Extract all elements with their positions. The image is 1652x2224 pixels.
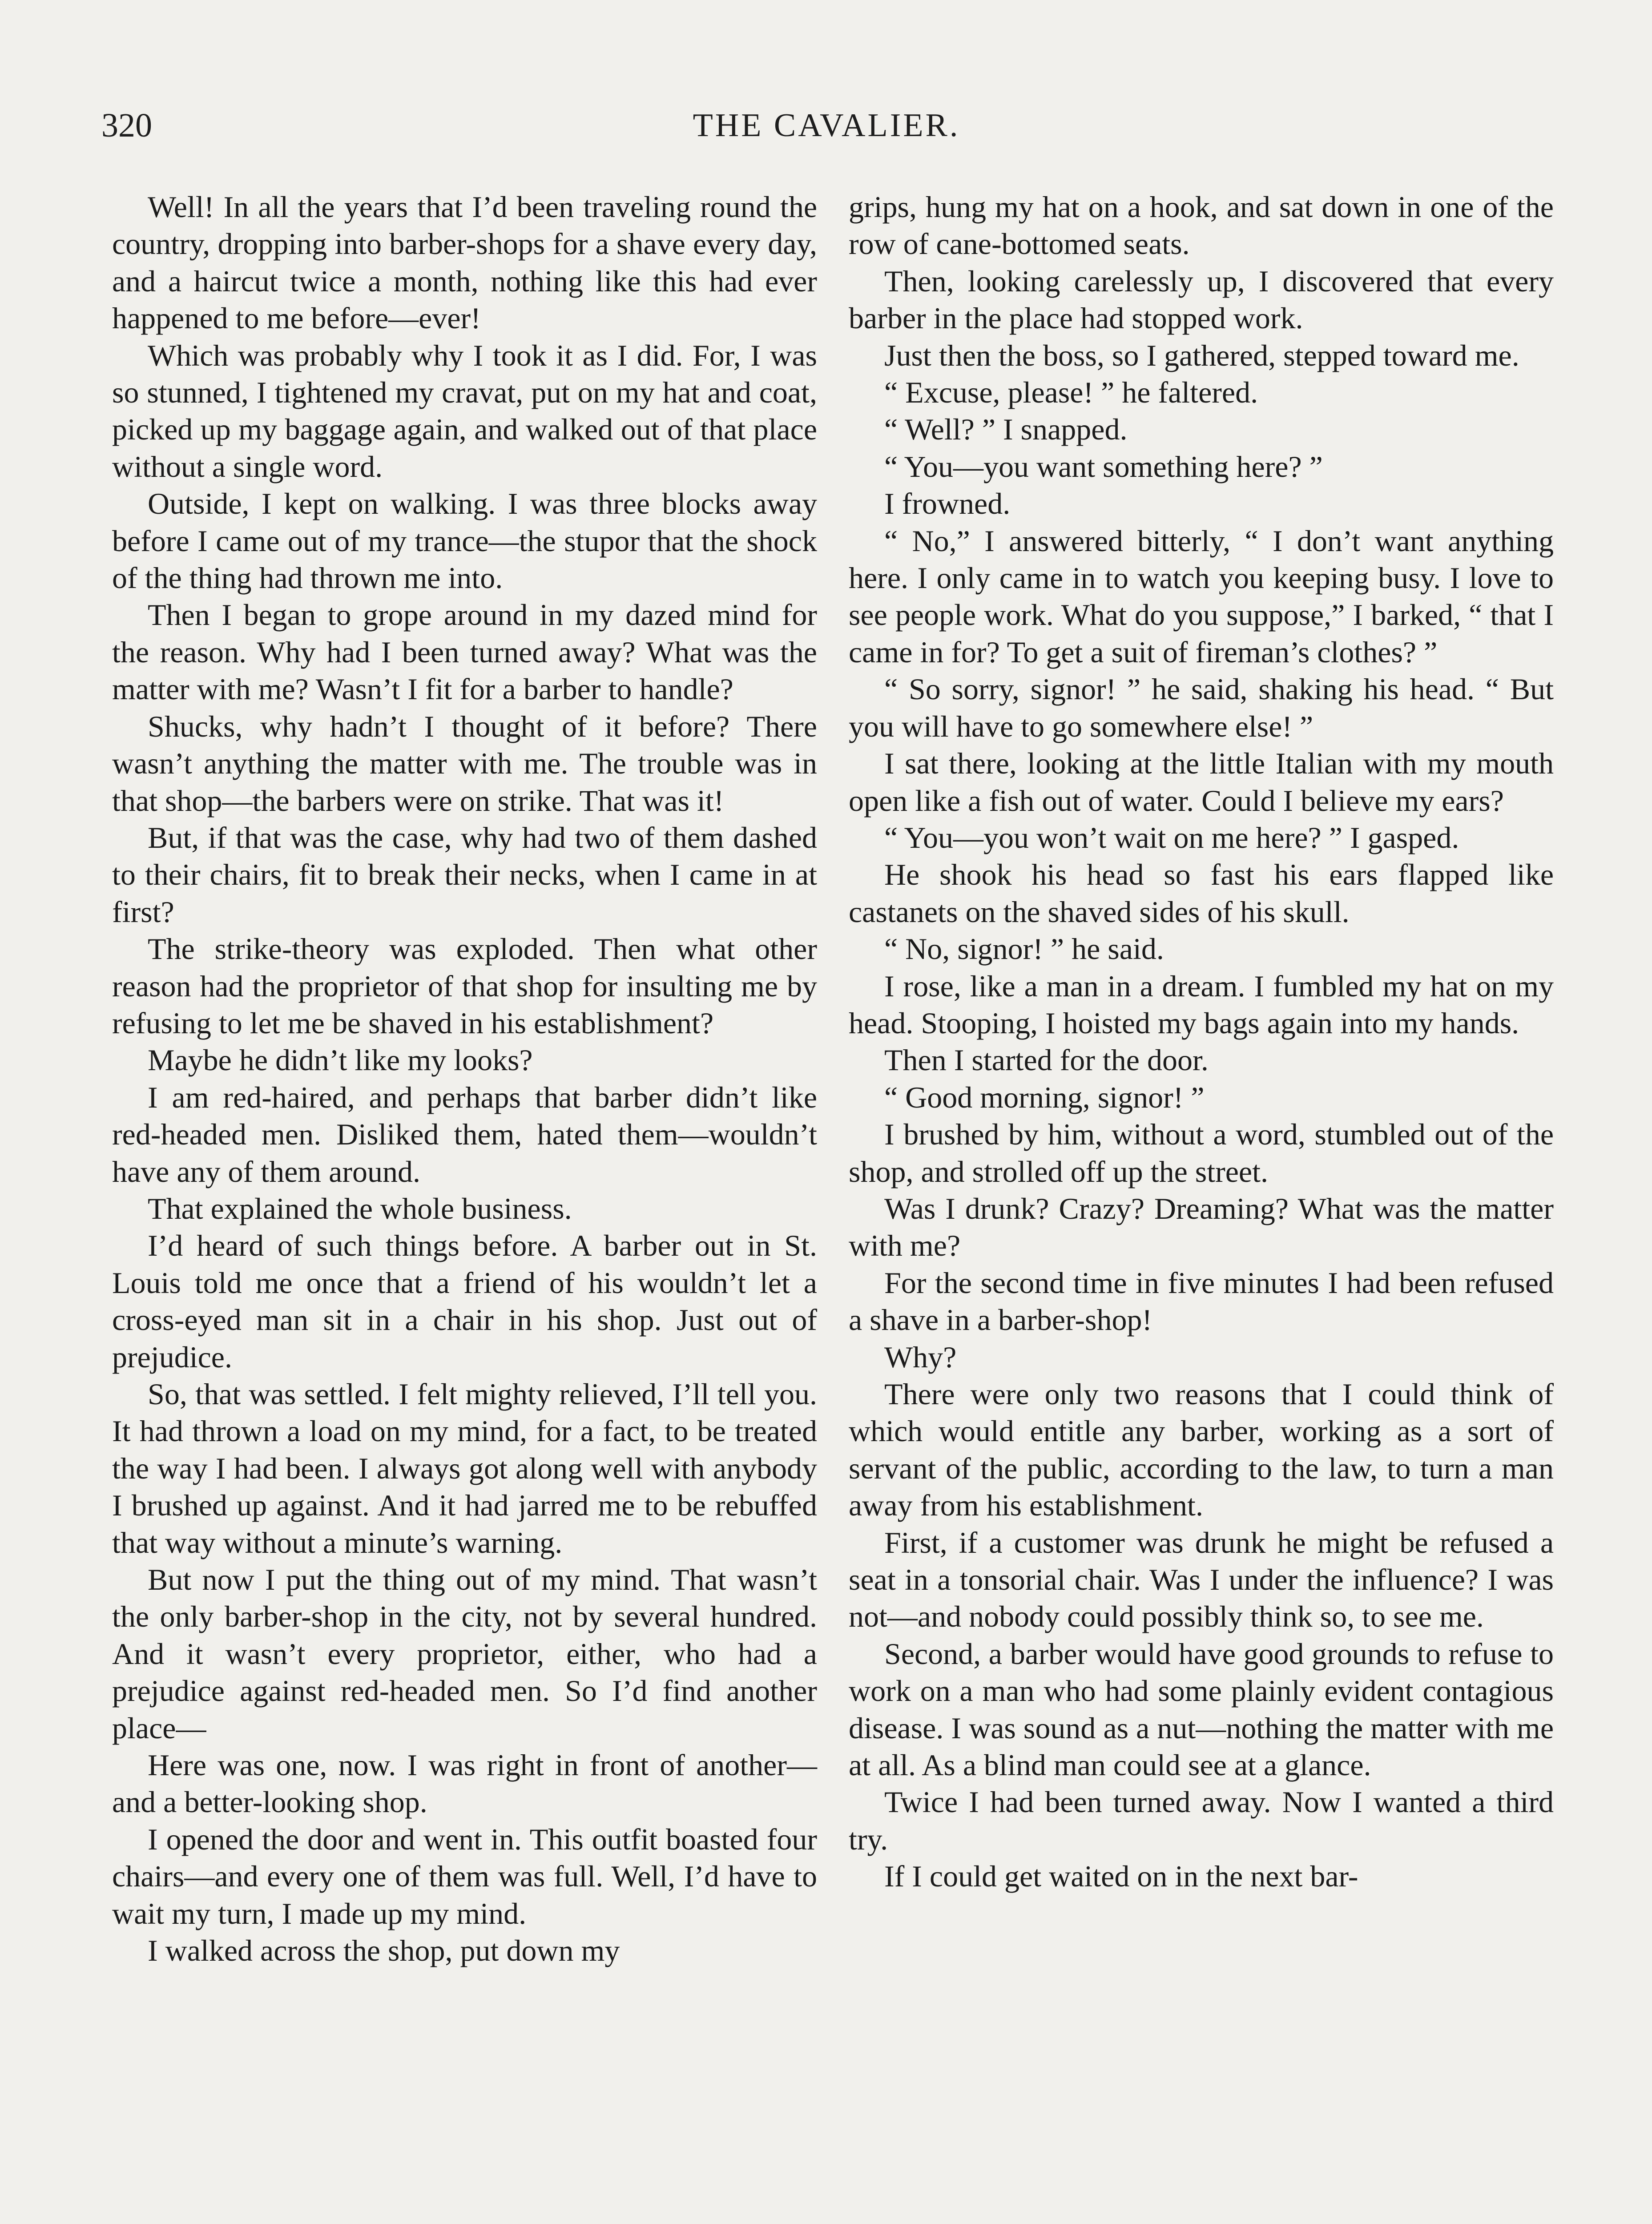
paragraph: grips, hung my hat on a hook, and sat down in one of the row of cane-bottomed seats. (849, 190, 1554, 261)
paragraph: “ No,” I answered bitterly, “ I don’t want anything here. I only came in to watch you keeping busy. I love to see people work. What do you suppose,” I barked, “ that I came in for? To get a suit of fireman’s clothes? ” (849, 524, 1554, 669)
paragraph: I brushed by him, without a word, stumbled out of the shop, and strolled off up the street. (849, 1117, 1554, 1189)
paragraph: So, that was settled. I felt mighty relieved, I’ll tell you. It had thrown a load on my mind, for a fact, to be treated the way I had been. I always got along well with anybody I brushed up against. And it had jarred me to be rebuffed that way without a minute’s warning. (112, 1377, 817, 1559)
right-column (849, 189, 1554, 1895)
paragraph: Shucks, why hadn’t I thought of it before? There wasn’t anything the matter with me. The trouble was in that shop—the barbers were on strike. That was it! (112, 709, 817, 818)
paragraph: I rose, like a man in a dream. I fumbled my hat on my head. Stooping, I hoisted my bags again into my hands. (849, 969, 1554, 1040)
paragraph: I frowned. (884, 487, 1011, 521)
paragraph: Then I began to grope around in my dazed mind for the reason. Why had I been turned away? What was the matter with me? Wasn’t I fit for a barber to handle? (112, 598, 817, 706)
paragraph: First, if a customer was drunk he might be refused a seat in a tonsorial chair. Was I under the influence? I was not—and nobody could possibly think so, to see me. (849, 1525, 1554, 1634)
page-header (101, 103, 1551, 152)
left-column (112, 189, 817, 1970)
paragraph: “ You—you want something here? ” (884, 449, 1323, 483)
paragraph: Was I drunk? Crazy? Dreaming? What was the matter with me? (849, 1191, 1554, 1263)
paragraph: The strike-theory was exploded. Then what other reason had the proprietor of that shop for insulting me by refusing to let me be shaved in his establishment? (112, 932, 817, 1040)
paragraph: Outside, I kept on walking. I was three blocks away before I came out of my trance—the stupor that the shock of the thing had thrown me into. (112, 487, 817, 595)
paragraph: But now I put the thing out of my mind. That wasn’t the only barber-shop in the city, not by several hundred. And it wasn’t every proprietor, either, who had a prejudice against red-headed men. So I’d find another place— (112, 1563, 817, 1745)
paragraph: “ No, signor! ” he said. (884, 932, 1164, 966)
paragraph: I walked across the shop, put down my (148, 1934, 620, 1968)
paragraph: “ Good morning, signor! ” (884, 1080, 1205, 1114)
paragraph: Which was probably why I took it as I did. For, I was so stunned, I tightened my cravat, put on my hat and coat, picked up my baggage again, and walked out of that place without a single word. (112, 338, 817, 483)
paragraph: “ You—you won’t wait on me here? ” I gasped. (884, 820, 1459, 854)
paragraph: I sat there, looking at the little Italian with my mouth open like a fish out of water. Could I believe my ears? (849, 746, 1554, 818)
paragraph: For the second time in five minutes I had been refused a shave in a barber-shop! (849, 1265, 1554, 1337)
paragraph: I’d heard of such things before. A barber out in St. Louis told me once that a friend of his wouldn’t let a cross-eyed man sit in a chair in his shop. Just out of prejudice. (112, 1229, 817, 1374)
paragraph: Then I started for the door. (884, 1043, 1209, 1077)
paragraph: Twice I had been turned away. Now I wanted a third try. (849, 1785, 1554, 1856)
paragraph: “ So sorry, signor! ” he said, shaking his head. “ But you will have to go somewhere else! ” (849, 672, 1554, 743)
paragraph: I opened the door and went in. This outfit boasted four chairs—and every one of them was full. Well, I’d have to wait my turn, I made up my mind. (112, 1822, 817, 1930)
paragraph: “ Excuse, please! ” he faltered. (884, 375, 1258, 410)
paragraph: Just then the boss, so I gathered, stepped toward me. (884, 338, 1519, 372)
paragraph: That explained the whole business. (148, 1191, 572, 1225)
paragraph: I am red-haired, and perhaps that barber didn’t like red-headed men. Disliked them, hated them—wouldn’t have any of them around. (112, 1080, 817, 1189)
paragraph: Then, looking carelessly up, I discovered that every barber in the place had stopped work. (849, 264, 1554, 335)
paragraph: Well! In all the years that I’d been traveling round the country, dropping into barber-shops for a shave every day, and a haircut twice a month, nothing like this had ever happened to me before—ever! (112, 190, 817, 335)
paragraph: Maybe he didn’t like my looks? (148, 1043, 533, 1077)
page-number: 320 (101, 107, 152, 144)
paragraph: But, if that was the case, why had two of them dashed to their chairs, fit to break their necks, when I came in at first? (112, 820, 817, 929)
paragraph: Here was one, now. I was right in front of another—and a better-looking shop. (112, 1748, 817, 1819)
paragraph: Second, a barber would have good grounds to refuse to work on a man who had some plainly evident contagious disease. I was sound as a nut—nothing the matter with me at all. As a blind man could see at a glance. (849, 1636, 1554, 1782)
paragraph: “ Well? ” I snapped. (884, 412, 1128, 447)
paragraph: He shook his head so fast his ears flapped like castanets on the shaved sides of his skull. (849, 858, 1554, 929)
paragraph: Why? (884, 1340, 957, 1374)
paragraph: If I could get waited on in the next bar- (884, 1859, 1358, 1894)
running-head: THE CAVALIER. (693, 107, 960, 144)
paragraph: There were only two reasons that I could think of which would entitle any barber, working as a sort of servant of the public, according to the law, to turn a man away from his establishment. (849, 1377, 1554, 1523)
